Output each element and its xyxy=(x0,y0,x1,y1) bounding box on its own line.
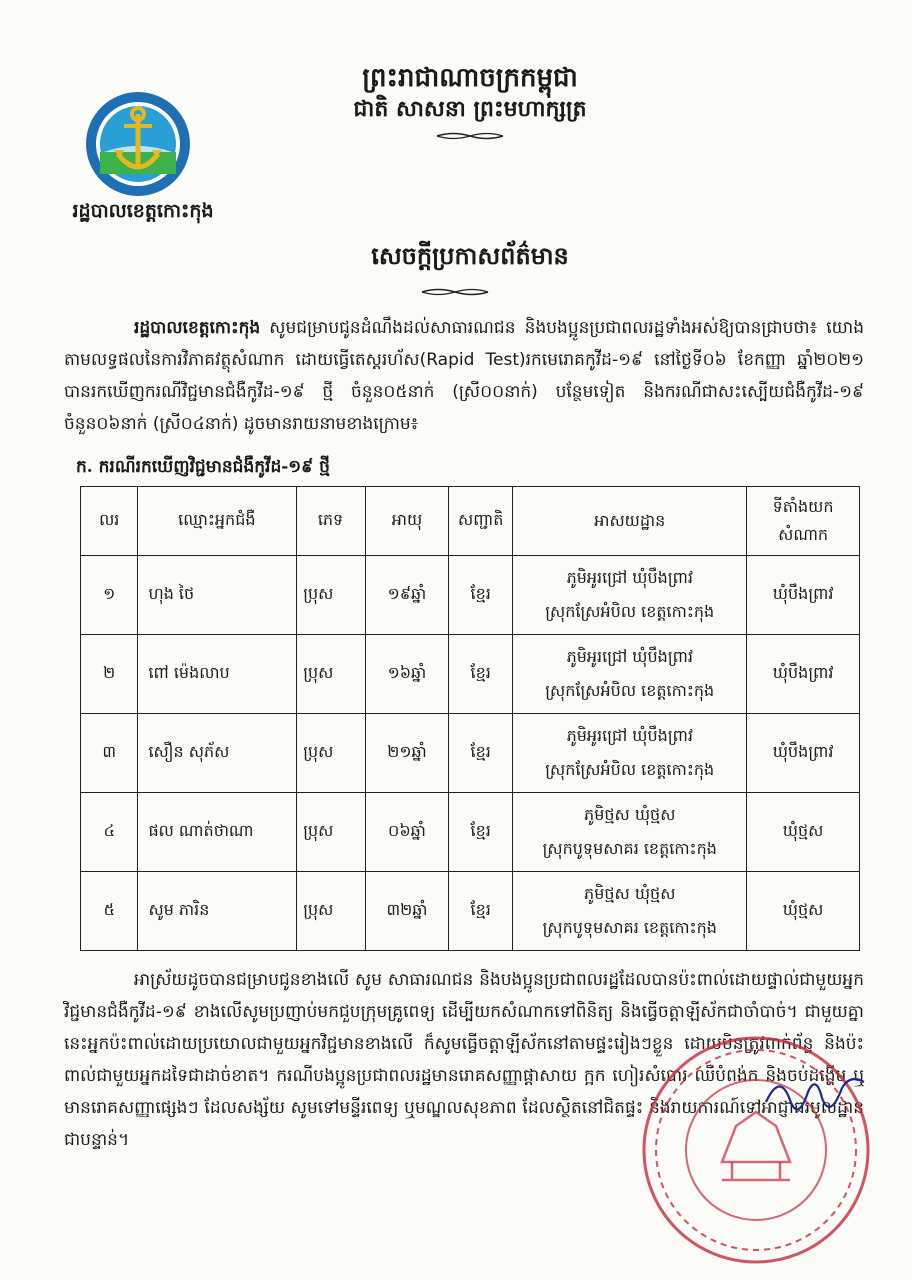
cell-age: ១៦ឆ្នាំ xyxy=(365,635,448,714)
cell-nationality: ខ្មែរ xyxy=(449,556,513,635)
cell-sex: ប្រុស xyxy=(297,556,366,635)
closing-paragraph: អាស្រ័យដូចបានជម្រាបជូនខាងលើ សូម សាធារណជន និងបងប្អូនប្រជាពលរដ្ឋដែលបានប៉ះពាល់ដោយផ្ទាល់ជាមួយអ្នកវិជ្ជមានជំងឺកូវីដ-១៩ ខាងលើសូមប្រញាប់មកជួបក្រុមគ្រូពេទ្យ ដើម្បីយកសំណាកទៅពិនិត្យ និងធ្វើចត្តាឡីស័កជាចាំបាច់។ ជាមួយគ្នានេះអ្នកប៉ះពាល់ដោយប្រយោលជាមួយអ្នកវិជ្ជមានខាងលើ ក៏សូមធ្វើចត្តាឡីស័កនៅតាមផ្ទះរៀងៗខ្លួន ដោយមិនត្រូវពាក់ព័ន្ធ និងប៉ះពាល់ជាមួយអ្នកដទៃជាដាច់ខាត។ ករណីបងប្អូនប្រជាពលរដ្ឋមានរោគសញ្ញាផ្តាសាយ ក្អក ហៀរសំបោរ ឈឺបំពង់ក និងចប់ដង្ហើម ឬមានរោគសញ្ញាផ្សេងៗ ដែលសង្ស័យ សូមទៅមន្ទីរពេទ្យ ឬមណ្ឌលសុខភាព ដែលស្ថិតនៅជិតផ្ទះ និងរាយការណ៍ទៅអាជ្ញាធរមូលដ្ឋានជាបន្ទាន់។ xyxy=(64,970,864,1150)
address-line-1: ភូមិអូរជ្រៅ ឃុំបឹងព្រាវ xyxy=(566,726,693,745)
document-title: សេចក្តីប្រកាសព័ត៌មាន xyxy=(371,241,569,270)
address-line-1: ភូមិថ្មស ឃុំថ្មស xyxy=(584,805,676,824)
cell-sample-site: ឃុំបឹងព្រាវ xyxy=(747,714,860,793)
intro-text: សូមជម្រាបជូនដំណឹងដល់សាធារណជន និងបងប្អូនប្រជាពលរដ្ឋទាំងអស់ឱ្យបានជ្រាបថា៖ យោងតាមលទ្ធផលនៃការវិភាគវត្ថុសំណាក ដោយធ្វើតេស្តរហ័ស(Rapid Test)រកមេរោគកូវីដ-១៩ នៅថ្ងៃទី០៦ ខែកញ្ញា ឆ្នាំ២០២១ បានរកឃើញករណីវិជ្ជមានជំងឺកូវីដ-១៩ ថ្មី ចំនួន០៥នាក់ (ស្រី០០នាក់) បន្ថែមទៀត និងករណីជាសះស្បើយជំងឺកូវីដ-១៩ ចំនួន០៦នាក់ (ស្រី០៤នាក់) ដូចមានរាយនាមខាងក្រោម៖ xyxy=(64,318,864,434)
cell-no: ៥ xyxy=(81,872,138,951)
table-row xyxy=(81,635,860,714)
address-line-2: ស្រុកបូទុមសាគរ ខេត្តកោះកុង xyxy=(542,839,717,858)
intro-lead: រដ្ឋបាលខេត្តកោះកុង xyxy=(134,318,261,338)
cell-sample-site: ឃុំបឹងព្រាវ xyxy=(747,635,860,714)
national-motto: ជាតិ សាសនា ព្រះមហាក្សត្រ xyxy=(353,96,587,122)
cell-name: ហុង ថៃ xyxy=(138,556,297,635)
kingdom-title: ព្រះរាជាណាចក្រកម្ពុជា xyxy=(362,63,578,93)
cell-sex: ប្រុស xyxy=(297,714,366,793)
ornament-divider-icon xyxy=(435,130,505,142)
section-heading: ក. ករណីរកឃើញវិជ្ជមានជំងឺកូវីដ-១៩ ថ្មី xyxy=(76,457,330,477)
cell-age: ៣២ឆ្នាំ xyxy=(365,872,448,951)
header-no: លរ xyxy=(81,487,138,556)
table-row xyxy=(81,793,860,872)
cell-age: ២១ឆ្នាំ xyxy=(365,714,448,793)
title-ornament-icon xyxy=(420,286,490,298)
address-line-2: ស្រុកបូទុមសាគរ ខេត្តកោះកុង xyxy=(542,918,717,937)
kingdom-header xyxy=(300,62,640,142)
address-line-1: ភូមិអូរជ្រៅ ឃុំបឹងព្រាវ xyxy=(566,647,693,666)
cell-no: ២ xyxy=(81,635,138,714)
header-sample-site: ទីតាំងយកសំណាក xyxy=(747,487,860,556)
table-row xyxy=(81,872,860,951)
provincial-emblem-icon xyxy=(84,90,192,198)
address-line-1: ភូមិអូរជ្រៅ ឃុំបឹងព្រាវ xyxy=(566,568,693,587)
table-row xyxy=(81,714,860,793)
header-age: អាយុ xyxy=(365,487,448,556)
cell-no: ៤ xyxy=(81,793,138,872)
address-line-2: ស្រុកស្រែអំបិល ខេត្តកោះកុង xyxy=(545,760,715,779)
signature-icon xyxy=(760,1062,870,1132)
cell-address xyxy=(513,714,747,793)
cases-table xyxy=(80,486,860,951)
cell-nationality: ខ្មែរ xyxy=(449,872,513,951)
table-row xyxy=(81,556,860,635)
cell-address xyxy=(513,556,747,635)
cell-sample-site: ឃុំថ្មស xyxy=(747,872,860,951)
table-header-row xyxy=(81,487,860,556)
intro-paragraph xyxy=(64,312,864,440)
cell-nationality: ខ្មែរ xyxy=(449,714,513,793)
cell-address xyxy=(513,793,747,872)
cell-address xyxy=(513,635,747,714)
header-nationality: សញ្ជាតិ xyxy=(449,487,513,556)
cell-name: សូម ភារិន xyxy=(138,872,297,951)
authority-name: រដ្ឋបាលខេត្តកោះកុង xyxy=(72,200,214,222)
cell-address xyxy=(513,872,747,951)
cell-name: ផល ណាត់ថាណា xyxy=(138,793,297,872)
cell-sex: ប្រុស xyxy=(297,635,366,714)
header-name: ឈ្មោះអ្នកជំងឺ xyxy=(138,487,297,556)
cell-sample-site: ឃុំថ្មស xyxy=(747,793,860,872)
cell-nationality: ខ្មែរ xyxy=(449,793,513,872)
cell-sex: ប្រុស xyxy=(297,793,366,872)
cell-no: ១ xyxy=(81,556,138,635)
header-sex: ភេទ xyxy=(297,487,366,556)
cell-sample-site: ឃុំបឹងព្រាវ xyxy=(747,556,860,635)
cell-age: ០៦ឆ្នាំ xyxy=(365,793,448,872)
address-line-2: ស្រុកស្រែអំបិល ខេត្តកោះកុង xyxy=(545,602,715,621)
cell-nationality: ខ្មែរ xyxy=(449,635,513,714)
cell-name: ពៅ ម៉េងលាប xyxy=(138,635,297,714)
cell-name: សឿន សុភ័ស xyxy=(138,714,297,793)
cell-age: ១៩ឆ្នាំ xyxy=(365,556,448,635)
cell-sex: ប្រុស xyxy=(297,872,366,951)
address-line-2: ស្រុកស្រែអំបិល ខេត្តកោះកុង xyxy=(545,681,715,700)
address-line-1: ភូមិថ្មស ឃុំថ្មស xyxy=(584,884,676,903)
cell-no: ៣ xyxy=(81,714,138,793)
header-address: អាសយដ្ឋាន xyxy=(513,487,747,556)
